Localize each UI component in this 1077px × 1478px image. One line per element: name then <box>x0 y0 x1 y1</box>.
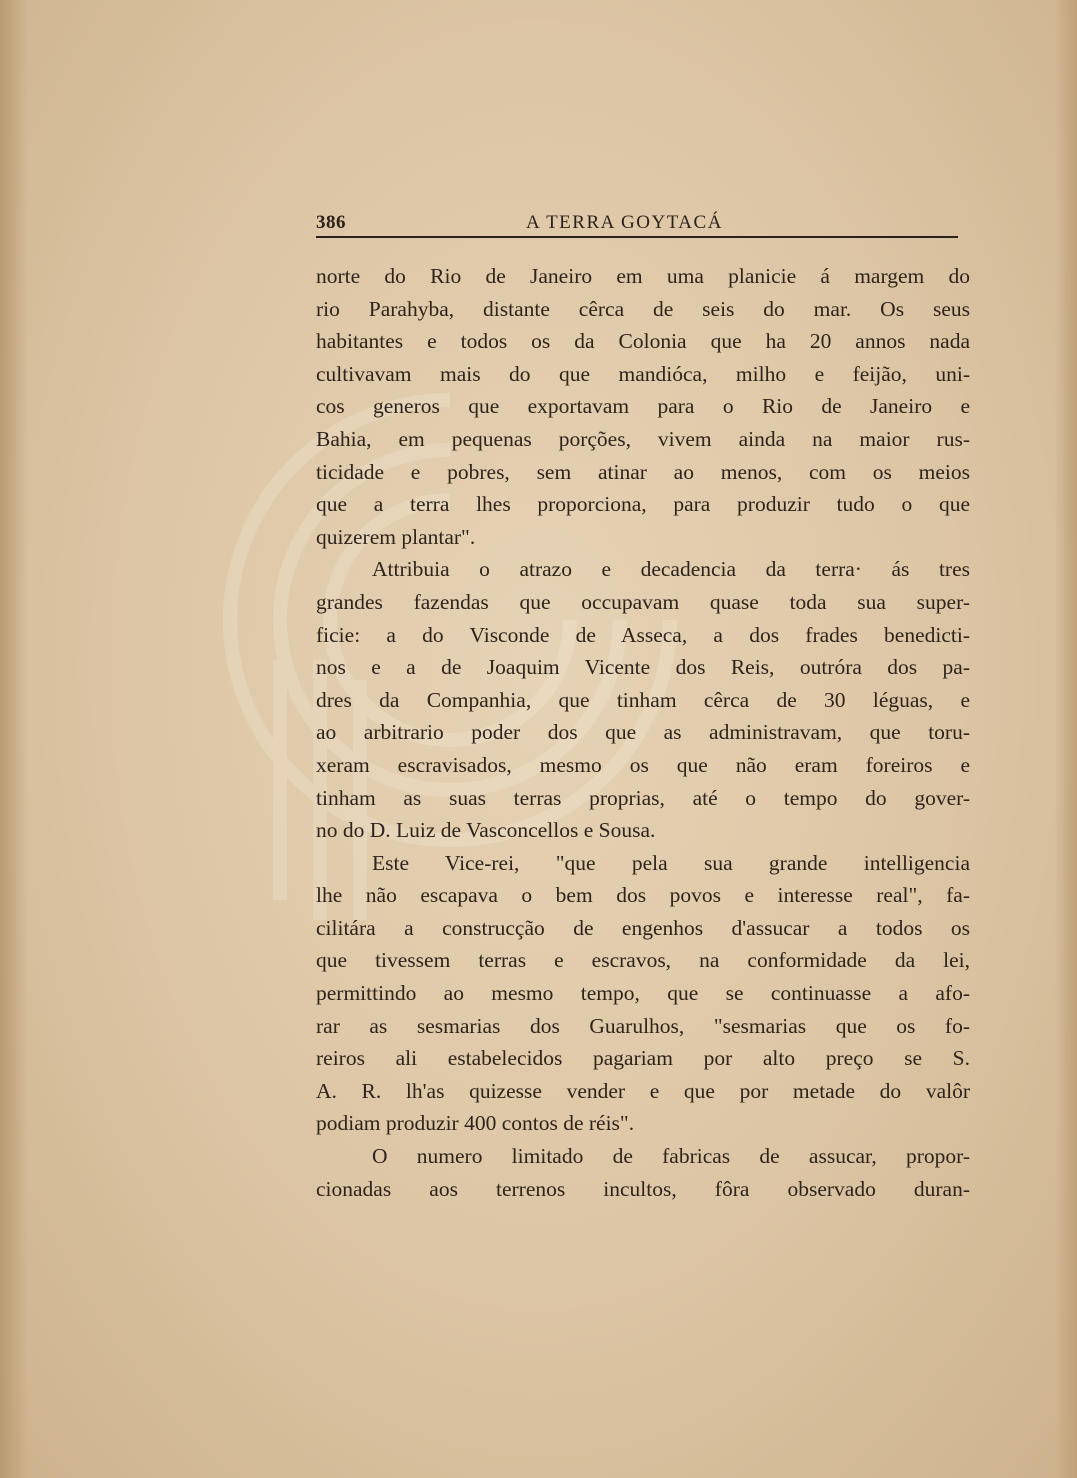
text-line: ticidade e pobres, sem atinar ao menos, com os meios <box>316 459 970 484</box>
text-line: que tivessem terras e escravos, na conformidade da lei, <box>316 948 970 973</box>
text-line: A. R. lh'as quizesse vender e que por metade do valôr <box>316 1078 970 1103</box>
text-line: Bahia, em pequenas porções, vivem ainda na maior rus- <box>316 426 970 451</box>
body-text <box>316 260 970 1205</box>
text-line: Attribuia o atrazo e decadencia da terra· ás tres <box>372 557 970 582</box>
text-line: grandes fazendas que occupavam quase toda sua super- <box>316 589 970 614</box>
text-line: permittindo ao mesmo tempo, que se continuasse a afo- <box>316 981 970 1006</box>
text-line: xeram escravisados, mesmo os que não eram foreiros e <box>316 752 970 777</box>
text-line: rar as sesmarias dos Guarulhos, "sesmarias que os fo- <box>316 1013 970 1038</box>
text-line: ao arbitrario poder dos que as administravam, que toru- <box>316 720 970 745</box>
page-edge-shadow-right <box>1055 0 1077 1478</box>
text-line: no do D. Luiz de Vasconcellos e Sousa. <box>316 818 656 843</box>
text-line: nos e a de Joaquim Vicente dos Reis, outróra dos pa- <box>316 655 970 680</box>
paragraph-3 <box>316 847 970 1140</box>
text-line: podiam produzir 400 contos de réis". <box>316 1111 635 1136</box>
text-line: lhe não escapava o bem dos povos e interesse real", fa- <box>316 883 970 908</box>
text-line: cos generos que exportavam para o Rio de Janeiro e <box>316 394 970 419</box>
paragraph-2 <box>316 553 970 846</box>
text-line: reiros ali estabelecidos pagariam por alto preço se S. <box>316 1046 970 1071</box>
text-line: que a terra lhes proporciona, para produzir tudo o que <box>316 492 970 517</box>
page-number: 386 <box>316 212 346 233</box>
text-line: dres da Companhia, que tinham cêrca de 30 léguas, e <box>316 687 970 712</box>
text-line: cionadas aos terrenos incultos, fôra observado duran- <box>316 1176 970 1201</box>
text-line: cilitára a construcção de engenhos d'assucar a todos os <box>316 915 970 940</box>
text-line: norte do Rio de Janeiro em uma planicie á margem do <box>316 264 970 288</box>
running-title: A TERRA GOYTACÁ <box>526 212 723 233</box>
page-edge-shadow-left <box>0 0 28 1478</box>
paragraph-4 <box>316 1140 970 1205</box>
paragraph-1 <box>316 260 970 553</box>
text-line: quizerem plantar". <box>316 524 476 549</box>
text-line: Este Vice-rei, "que pela sua grande intelligencia <box>372 850 970 875</box>
text-line: ficie: a do Visconde de Asseca, a dos frades benedicti- <box>316 622 970 647</box>
text-line: rio Parahyba, distante cêrca de seis do mar. Os seus <box>316 296 970 321</box>
text-line: tinham as suas terras proprias, até o tempo do gover- <box>316 785 970 810</box>
text-line: cultivavam mais do que mandióca, milho e feijão, uni- <box>316 361 970 386</box>
text-line: habitantes e todos os da Colonia que ha 20 annos nada <box>316 329 970 354</box>
page-header <box>316 210 958 240</box>
header-rule <box>316 236 958 238</box>
text-line: O numero limitado de fabricas de assucar, propor- <box>372 1144 970 1169</box>
